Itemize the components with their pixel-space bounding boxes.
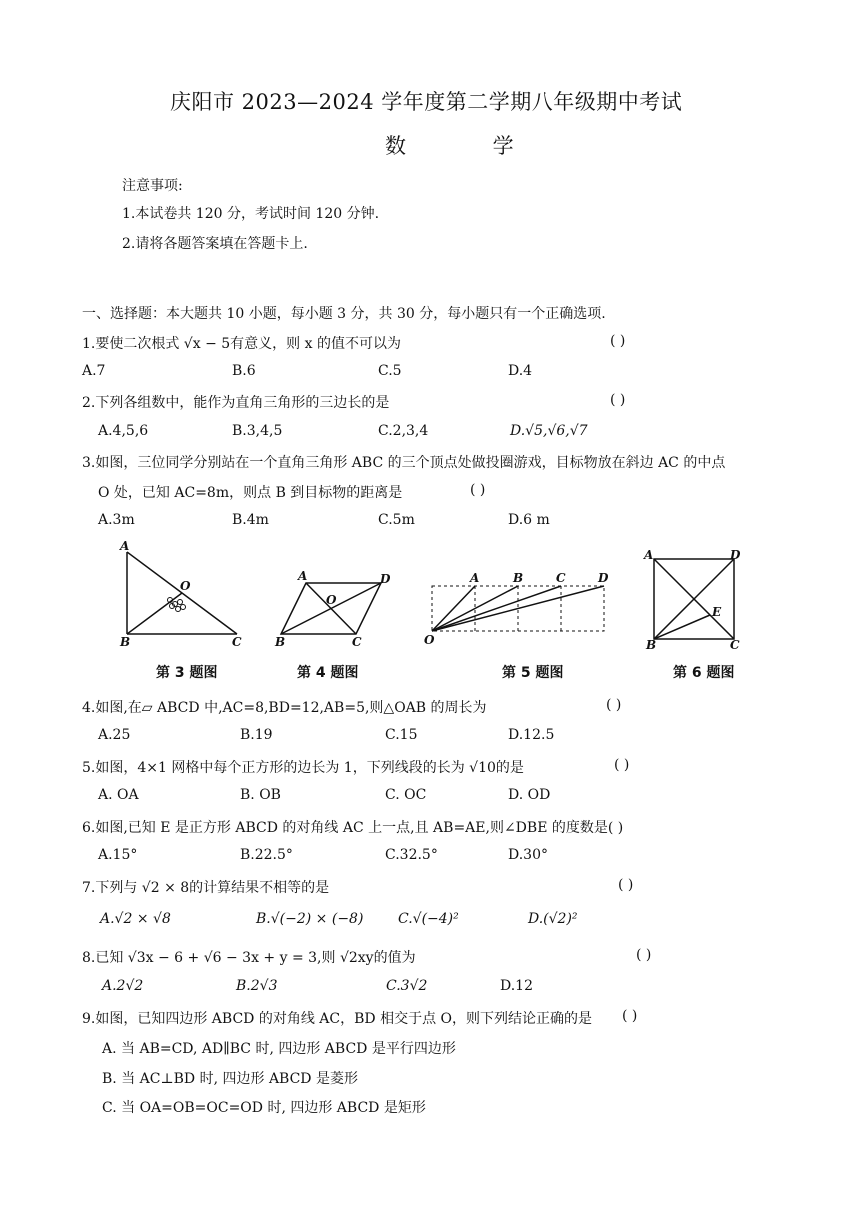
notes-item: 2.请将各题答案填在答题卡上. [122,236,308,252]
option-a: A. 当 AB=CD, AD∥BC 时, 四边形 ABCD 是平行四边形 [102,1041,456,1057]
point-label-c: C [232,635,242,649]
option-d: D.√5,√6,√7 [510,423,588,439]
option-b: B.4m [232,512,269,528]
option-a: A.2√2 [102,978,144,994]
question-stem-3-line2: O 处，已知 AC=8m，则点 B 到目标物的距离是 [98,485,403,501]
notes-item: 1.本试卷共 120 分，考试时间 120 分钟. [122,206,380,222]
answer-paren: ( ) [622,1008,638,1024]
point-label-a: A [298,569,308,583]
option-c: C. OC [385,787,427,803]
question-stem-8: 8.已知 √3x − 6 + √6 − 3x + y = 3,则 √2xy的值为 [82,950,416,966]
option-c: C.15 [385,727,418,743]
option-b: B.√(−2) × (−8) [256,911,364,927]
question-stem-2: 2.下列各组数中，能作为直角三角形的三边长的是 [82,395,390,411]
figure-6-caption: 第 6 题图 [673,665,735,681]
option-a: A.√2 × √8 [100,911,171,927]
point-label-o: O [424,633,435,647]
option-a: A. OA [98,787,139,803]
option-c: C.5 [378,363,402,379]
question-stem-9: 9.如图，已知四边形 ABCD 的对角线 AC，BD 相交于点 O，则下列结论正确的是 [82,1011,593,1027]
option-a: A.7 [82,363,106,379]
point-label-d: D [730,548,741,562]
section-heading: 一、选择题：本大题共 10 小题，每小题 3 分，共 30 分，每小题只有一个正确选项. [82,306,606,322]
option-c: C.2,3,4 [378,423,429,439]
option-d: D.6 m [508,512,550,528]
point-label-b: B [275,635,286,649]
point-label-a: A [470,571,480,585]
question-stem-7: 7.下列与 √2 × 8的计算结果不相等的是 [82,880,330,896]
figure-3-diagram [112,538,252,650]
option-d: D.4 [508,363,533,379]
answer-paren: ( ) [610,392,626,408]
point-label-c: C [730,638,740,650]
figure-5-caption: 第 5 题图 [502,665,564,681]
point-label-b: B [120,635,131,649]
point-label-c: C [352,635,362,649]
figure-4-caption: 第 4 题图 [297,665,359,681]
option-d: D.12 [500,978,533,994]
option-d: D.12.5 [508,727,555,743]
point-label-o: O [326,593,337,607]
figure-3-caption: 第 3 题图 [156,665,218,681]
option-d: D.(√2)² [528,911,578,927]
option-a: A.4,5,6 [98,423,149,439]
question-stem-6: 6.如图,已知 E 是正方形 ABCD 的对角线 AC 上一点,且 AB=AE,则∠DBE 的度数是( ) [82,820,624,836]
option-b: B.2√3 [236,978,278,994]
question-stem-1: 1.要使二次根式 √x − 5有意义，则 x 的值不可以为 [82,336,401,352]
option-b: B.19 [240,727,273,743]
answer-paren: ( ) [614,757,630,773]
option-a: A.3m [98,512,135,528]
figure-5-diagram [420,568,615,650]
answer-paren: ( ) [636,947,652,963]
option-a: A.25 [98,727,131,743]
question-stem-4: 4.如图,在▱ ABCD 中,AC=8,BD=12,AB=5,则△OAB 的周长为 [82,700,487,716]
exam-title: 庆阳市 2023—2024 学年度第二学期八年级期中考试 [170,90,683,114]
figure-4-diagram [268,568,398,650]
answer-paren: ( ) [618,877,634,893]
option-c: C. 当 OA=OB=OC=OD 时, 四边形 ABCD 是矩形 [102,1100,426,1116]
point-label-a: A [120,539,130,553]
point-label-o: O [180,579,191,593]
option-d: D.30° [508,847,548,863]
option-c: C.5m [378,512,415,528]
option-b: B.6 [232,363,256,379]
answer-paren: ( ) [470,482,486,498]
answer-paren: ( ) [606,697,622,713]
subject-title: 数 学 [385,134,554,158]
question-stem-3: 3.如图，三位同学分别站在一个直角三角形 ABC 的三个顶点处做投圈游戏，目标物放在斜边 AC 的中点 [82,455,726,471]
question-stem-5: 5.如图，4×1 网格中每个正方形的边长为 1，下列线段的长为 √10的是 [82,760,524,776]
point-label-c: C [556,571,566,585]
point-label-a: A [644,548,654,562]
option-b: B.22.5° [240,847,293,863]
point-label-d: D [380,572,391,586]
option-c: C.3√2 [386,978,428,994]
figure-6-diagram [640,546,750,650]
option-a: A.15° [98,847,138,863]
answer-paren: ( ) [610,333,626,349]
option-b: B. OB [240,787,281,803]
point-label-b: B [513,571,524,585]
option-b: B.3,4,5 [232,423,283,439]
point-label-b: B [646,638,657,650]
point-label-e: E [712,605,722,619]
option-d: D. OD [508,787,551,803]
option-c: C.32.5° [385,847,438,863]
option-b: B. 当 AC⊥BD 时, 四边形 ABCD 是菱形 [102,1071,358,1087]
option-c: C.√(−4)² [398,911,459,927]
point-label-d: D [598,571,609,585]
notes-heading: 注意事项: [122,178,183,194]
